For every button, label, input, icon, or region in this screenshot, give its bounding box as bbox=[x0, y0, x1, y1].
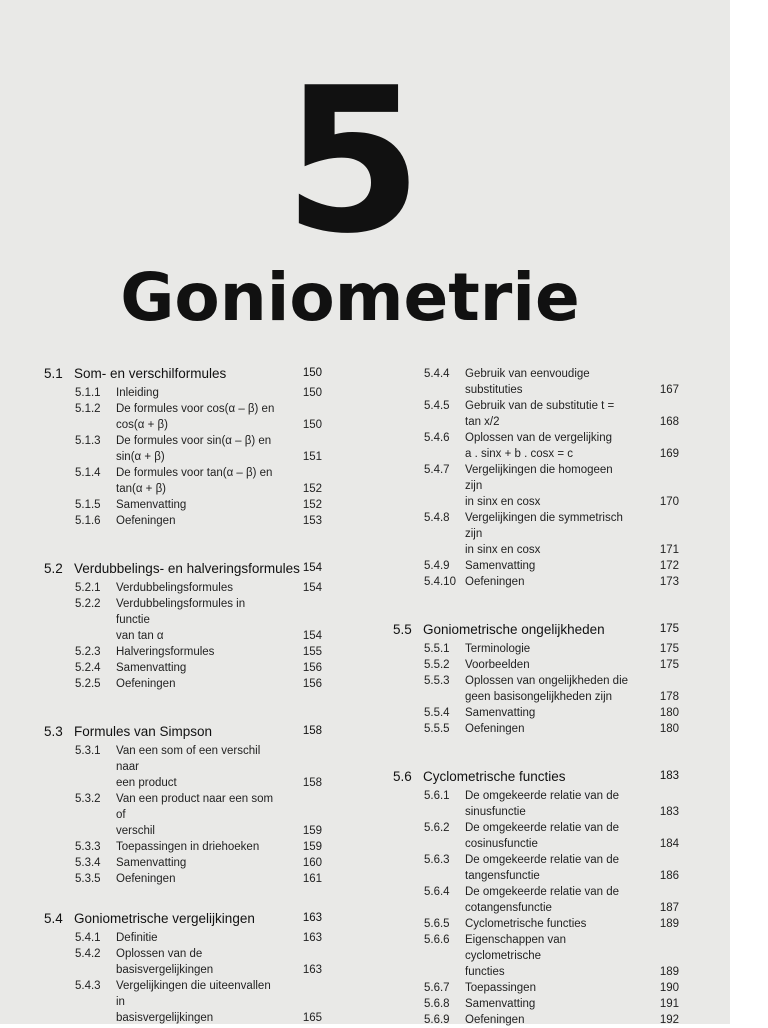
toc-entry bbox=[391, 673, 679, 705]
entry-page: 175 bbox=[659, 659, 679, 671]
section-number: 5.3 bbox=[44, 724, 63, 739]
entry-title-line: basisvergelijkingen bbox=[116, 1012, 214, 1024]
entry-title-line: cos(α + β) bbox=[116, 419, 168, 431]
toc-entry bbox=[42, 743, 362, 791]
entry-title-line: Samenvatting bbox=[465, 560, 536, 572]
entry-title bbox=[465, 1012, 633, 1028]
entry-title-line: Gebruik van de substitutie t = tan x/2 bbox=[465, 400, 615, 428]
entry-number: 5.4.6 bbox=[424, 432, 450, 444]
entry-number: 5.1.3 bbox=[75, 435, 101, 447]
section-title: Formules van Simpson bbox=[74, 724, 213, 739]
entry-number: 5.3.4 bbox=[75, 857, 101, 869]
toc-entry bbox=[42, 596, 362, 644]
section-heading bbox=[42, 911, 362, 930]
entry-title bbox=[116, 839, 280, 855]
entry-title-line: De formules voor tan(α – β) en bbox=[116, 467, 273, 479]
toc-entry bbox=[391, 996, 679, 1012]
entry-number: 5.2.3 bbox=[75, 646, 101, 658]
entry-title-line: Samenvatting bbox=[465, 707, 536, 719]
toc-entry bbox=[42, 513, 362, 529]
entry-title-line: De omgekeerde relatie van de bbox=[465, 854, 620, 866]
entry-title bbox=[116, 433, 280, 465]
entry-page: 165 bbox=[302, 1012, 322, 1024]
entry-title-line: Oefeningen bbox=[116, 515, 176, 527]
entry-page: 172 bbox=[659, 560, 679, 572]
entry-title-line: Toepassingen in driehoeken bbox=[116, 841, 260, 853]
entry-title bbox=[465, 673, 633, 705]
section-page: 158 bbox=[302, 725, 322, 737]
entry-title bbox=[465, 884, 633, 916]
section-page: 175 bbox=[659, 623, 679, 635]
entry-page: 156 bbox=[302, 662, 322, 674]
entry-title bbox=[116, 644, 280, 660]
toc-section bbox=[42, 724, 362, 887]
toc-entry bbox=[391, 657, 679, 673]
entry-title bbox=[116, 946, 280, 978]
entry-title bbox=[116, 465, 280, 497]
entry-title-line: Oefeningen bbox=[465, 1014, 525, 1026]
entry-title-line: De omgekeerde relatie van de bbox=[465, 822, 620, 834]
entry-number: 5.1.2 bbox=[75, 403, 101, 415]
entry-title-line: functies bbox=[465, 966, 505, 978]
entry-title bbox=[465, 721, 633, 737]
section-number: 5.4 bbox=[44, 911, 63, 926]
entry-title bbox=[116, 596, 280, 644]
entry-title-line: cosinusfunctie bbox=[465, 838, 538, 850]
entry-title-line: Oplossen van de vergelijking bbox=[465, 432, 613, 444]
entry-number: 5.2.2 bbox=[75, 598, 101, 610]
entry-number: 5.3.5 bbox=[75, 873, 101, 885]
entry-number: 5.6.1 bbox=[424, 790, 450, 802]
entry-title bbox=[465, 657, 633, 673]
entry-title-line: Cyclometrische functies bbox=[465, 918, 587, 930]
toc-entry bbox=[42, 497, 362, 513]
entry-title-line: tangensfunctie bbox=[465, 870, 540, 882]
entry-page: 180 bbox=[659, 707, 679, 719]
entry-title-line: De formules voor cos(α – β) en bbox=[116, 403, 275, 415]
entry-title-line: Definitie bbox=[116, 932, 158, 944]
entry-title bbox=[465, 558, 633, 574]
entry-number: 5.6.5 bbox=[424, 918, 450, 930]
entry-page: 190 bbox=[659, 982, 679, 994]
toc-entry bbox=[42, 839, 362, 855]
entry-page: 167 bbox=[659, 384, 679, 396]
section-heading bbox=[391, 622, 679, 641]
entry-page: 151 bbox=[302, 451, 322, 463]
entry-title-line: tan(α + β) bbox=[116, 483, 167, 495]
entry-title-line: geen basisongelijkheden zijn bbox=[465, 691, 613, 703]
entry-number: 5.4.1 bbox=[75, 932, 101, 944]
entry-number: 5.5.4 bbox=[424, 707, 450, 719]
toc-section bbox=[391, 366, 679, 590]
toc-entry bbox=[391, 366, 679, 398]
entry-number: 5.6.9 bbox=[424, 1014, 450, 1026]
entry-page: 180 bbox=[659, 723, 679, 735]
entry-page: 187 bbox=[659, 902, 679, 914]
entry-number: 5.3.2 bbox=[75, 793, 101, 805]
entry-page: 154 bbox=[302, 582, 322, 594]
entry-page: 152 bbox=[302, 483, 322, 495]
toc-entry bbox=[42, 871, 362, 887]
entry-number: 5.6.7 bbox=[424, 982, 450, 994]
toc-entry bbox=[391, 430, 679, 462]
entry-title bbox=[116, 871, 280, 887]
entry-title-line: Oefeningen bbox=[116, 873, 176, 885]
entry-number: 5.6.3 bbox=[424, 854, 450, 866]
entry-title-line: Van een som of een verschil naar bbox=[116, 745, 261, 773]
entry-title bbox=[465, 641, 633, 657]
entry-title-line: Vergelijkingen die uiteenvallen in bbox=[116, 980, 271, 1008]
toc-section bbox=[391, 769, 679, 1028]
entry-page: 150 bbox=[302, 387, 322, 399]
entry-page: 184 bbox=[659, 838, 679, 850]
entry-page: 169 bbox=[659, 448, 679, 460]
entry-page: 161 bbox=[302, 873, 322, 885]
toc-entry bbox=[391, 1012, 679, 1028]
toc-entry bbox=[391, 558, 679, 574]
entry-number: 5.6.6 bbox=[424, 934, 450, 946]
entry-page: 163 bbox=[302, 964, 322, 976]
entry-title bbox=[116, 385, 280, 401]
entry-title-line: in sinx en cosx bbox=[465, 544, 541, 556]
entry-number: 5.1.1 bbox=[75, 387, 101, 399]
entry-number: 5.5.2 bbox=[424, 659, 450, 671]
entry-title bbox=[116, 855, 280, 871]
entry-title-line: Inleiding bbox=[116, 387, 159, 399]
entry-title-line: Samenvatting bbox=[116, 662, 187, 674]
entry-number: 5.1.4 bbox=[75, 467, 101, 479]
entry-title bbox=[465, 852, 633, 884]
entry-number: 5.4.2 bbox=[75, 948, 101, 960]
section-number: 5.6 bbox=[393, 769, 412, 784]
entry-page: 154 bbox=[302, 630, 322, 642]
toc-entry bbox=[42, 465, 362, 497]
toc-entry bbox=[42, 401, 362, 433]
entry-number: 5.2.5 bbox=[75, 678, 101, 690]
toc-section bbox=[42, 911, 362, 1026]
entry-title bbox=[465, 788, 633, 820]
toc-section bbox=[391, 622, 679, 737]
entry-page: 155 bbox=[302, 646, 322, 658]
entry-title-line: Gebruik van eenvoudige substituties bbox=[465, 368, 590, 396]
entry-title-line: Oplossen van ongelijkheden die bbox=[465, 675, 629, 687]
entry-title-line: in sinx en cosx bbox=[465, 496, 541, 508]
entry-title bbox=[116, 743, 280, 791]
toc-entry bbox=[391, 510, 679, 558]
entry-page: 192 bbox=[659, 1014, 679, 1026]
entry-number: 5.1.5 bbox=[75, 499, 101, 511]
entry-page: 159 bbox=[302, 841, 322, 853]
entry-title bbox=[465, 398, 633, 430]
entry-title-line: Toepassingen bbox=[465, 982, 536, 994]
toc-entry bbox=[391, 721, 679, 737]
entry-page: 189 bbox=[659, 966, 679, 978]
chapter-number: 5 bbox=[283, 45, 417, 278]
entry-number: 5.6.2 bbox=[424, 822, 450, 834]
entry-page: 178 bbox=[659, 691, 679, 703]
entry-title-line: Oefeningen bbox=[116, 678, 176, 690]
toc-entry bbox=[391, 462, 679, 510]
entry-number: 5.4.9 bbox=[424, 560, 450, 572]
entry-title bbox=[465, 462, 633, 510]
entry-page: 156 bbox=[302, 678, 322, 690]
entry-page: 152 bbox=[302, 499, 322, 511]
toc-entry bbox=[42, 385, 362, 401]
section-title: Verdubbelings- en halveringsformules bbox=[74, 561, 300, 576]
entry-page: 168 bbox=[659, 416, 679, 428]
entry-title bbox=[465, 820, 633, 852]
section-page: 183 bbox=[659, 770, 679, 782]
entry-title-line: cotangensfunctie bbox=[465, 902, 552, 914]
section-page: 150 bbox=[302, 367, 322, 379]
section-number: 5.1 bbox=[44, 366, 63, 381]
entry-title bbox=[465, 510, 633, 558]
toc-entry bbox=[391, 705, 679, 721]
section-heading bbox=[42, 366, 362, 385]
entry-title-line: Vergelijkingen die symmetrisch zijn bbox=[465, 512, 623, 540]
entry-page: 170 bbox=[659, 496, 679, 508]
page-margin bbox=[730, 0, 768, 1024]
entry-number: 5.2.4 bbox=[75, 662, 101, 674]
entry-title bbox=[465, 932, 633, 980]
entry-title-line: Verdubbelingsformules in functie bbox=[116, 598, 246, 626]
entry-page: 189 bbox=[659, 918, 679, 930]
entry-page: 191 bbox=[659, 998, 679, 1010]
entry-page: 171 bbox=[659, 544, 679, 556]
entry-page: 159 bbox=[302, 825, 322, 837]
entry-number: 5.4.7 bbox=[424, 464, 450, 476]
entry-title-line: Samenvatting bbox=[116, 499, 187, 511]
toc-entry bbox=[391, 641, 679, 657]
section-title: Cyclometrische functies bbox=[423, 769, 566, 784]
toc-entry bbox=[42, 644, 362, 660]
entry-title-line: De omgekeerde relatie van de bbox=[465, 790, 620, 802]
entry-title bbox=[465, 574, 633, 590]
toc-right-column bbox=[391, 366, 679, 1028]
entry-title bbox=[465, 366, 633, 398]
toc-section bbox=[42, 561, 362, 692]
toc-entry bbox=[391, 980, 679, 996]
entry-title-line: Oplossen van de basisvergelijkingen bbox=[116, 948, 214, 976]
entry-title bbox=[116, 580, 280, 596]
toc-entry bbox=[42, 580, 362, 596]
section-heading bbox=[42, 724, 362, 743]
toc-entry bbox=[391, 398, 679, 430]
entry-title-line: Van een product naar een som of bbox=[116, 793, 274, 821]
entry-title bbox=[465, 916, 633, 932]
entry-title bbox=[116, 978, 280, 1026]
entry-title-line: van tan α bbox=[116, 630, 164, 642]
entry-title-line: een product bbox=[116, 777, 177, 789]
section-title: Goniometrische ongelijkheden bbox=[423, 622, 605, 637]
toc-entry bbox=[42, 946, 362, 978]
entry-title bbox=[465, 996, 633, 1012]
entry-title bbox=[116, 660, 280, 676]
entry-number: 5.4.4 bbox=[424, 368, 450, 380]
entry-title-line: De formules voor sin(α – β) en bbox=[116, 435, 272, 447]
toc-entry bbox=[42, 433, 362, 465]
toc-section bbox=[42, 366, 362, 529]
entry-title bbox=[116, 791, 280, 839]
entry-title-line: Eigenschappen van cyclometrische bbox=[465, 934, 567, 962]
entry-page: 186 bbox=[659, 870, 679, 882]
section-title: Goniometrische vergelijkingen bbox=[74, 911, 255, 926]
toc-entry bbox=[42, 978, 362, 1026]
section-page: 154 bbox=[302, 562, 322, 574]
entry-title-line: Samenvatting bbox=[465, 998, 536, 1010]
toc-entry bbox=[391, 916, 679, 932]
entry-number: 5.3.3 bbox=[75, 841, 101, 853]
entry-title bbox=[116, 401, 280, 433]
toc-entry bbox=[42, 930, 362, 946]
entry-number: 5.2.1 bbox=[75, 582, 101, 594]
entry-title bbox=[116, 497, 280, 513]
entry-title-line: Verdubbelingsformules bbox=[116, 582, 233, 594]
section-page: 163 bbox=[302, 912, 322, 924]
entry-title bbox=[116, 930, 280, 946]
entry-title bbox=[116, 513, 280, 529]
toc-entry bbox=[391, 788, 679, 820]
entry-number: 5.4.10 bbox=[424, 576, 456, 588]
entry-page: 175 bbox=[659, 643, 679, 655]
entry-number: 5.6.8 bbox=[424, 998, 450, 1010]
entry-title-line: Oefeningen bbox=[465, 723, 525, 735]
section-number: 5.5 bbox=[393, 622, 412, 637]
toc-entry bbox=[391, 932, 679, 980]
entry-page: 150 bbox=[302, 419, 322, 431]
entry-number: 5.4.5 bbox=[424, 400, 450, 412]
entry-page: 153 bbox=[302, 515, 322, 527]
section-title: Som- en verschilformules bbox=[74, 366, 227, 381]
entry-title-line: sinusfunctie bbox=[465, 806, 526, 818]
toc-entry bbox=[391, 852, 679, 884]
entry-number: 5.4.8 bbox=[424, 512, 450, 524]
toc-entry bbox=[42, 791, 362, 839]
entry-title-line: sin(α + β) bbox=[116, 451, 165, 463]
entry-title-line: Samenvatting bbox=[116, 857, 187, 869]
entry-page: 173 bbox=[659, 576, 679, 588]
entry-title bbox=[465, 705, 633, 721]
entry-title bbox=[465, 980, 633, 996]
toc-entry bbox=[42, 660, 362, 676]
section-heading bbox=[42, 561, 362, 580]
entry-title-line: Oefeningen bbox=[465, 576, 525, 588]
entry-title-line: Voorbeelden bbox=[465, 659, 530, 671]
section-heading bbox=[391, 769, 679, 788]
entry-page: 163 bbox=[302, 932, 322, 944]
toc-entry bbox=[391, 820, 679, 852]
toc-left-column bbox=[42, 366, 362, 1026]
entry-title-line: a . sinx + b . cosx = c bbox=[465, 448, 574, 460]
entry-page: 183 bbox=[659, 806, 679, 818]
entry-title bbox=[465, 430, 633, 462]
toc-entry bbox=[391, 574, 679, 590]
toc-entry bbox=[391, 884, 679, 916]
chapter-title: Goniometrie bbox=[120, 259, 580, 336]
entry-title-line: Terminologie bbox=[465, 643, 531, 655]
entry-number: 5.3.1 bbox=[75, 745, 101, 757]
entry-page: 158 bbox=[302, 777, 322, 789]
entry-number: 5.6.4 bbox=[424, 886, 450, 898]
entry-page: 160 bbox=[302, 857, 322, 869]
entry-number: 5.4.3 bbox=[75, 980, 101, 992]
toc-entry bbox=[42, 676, 362, 692]
entry-title-line: Vergelijkingen die homogeen zijn bbox=[465, 464, 613, 492]
entry-number: 5.5.5 bbox=[424, 723, 450, 735]
entry-title-line: verschil bbox=[116, 825, 155, 837]
entry-title-line: De omgekeerde relatie van de bbox=[465, 886, 620, 898]
entry-title bbox=[116, 676, 280, 692]
entry-title-line: Halveringsformules bbox=[116, 646, 215, 658]
entry-number: 5.1.6 bbox=[75, 515, 101, 527]
toc-entry bbox=[42, 855, 362, 871]
section-number: 5.2 bbox=[44, 561, 63, 576]
entry-number: 5.5.3 bbox=[424, 675, 450, 687]
entry-number: 5.5.1 bbox=[424, 643, 450, 655]
